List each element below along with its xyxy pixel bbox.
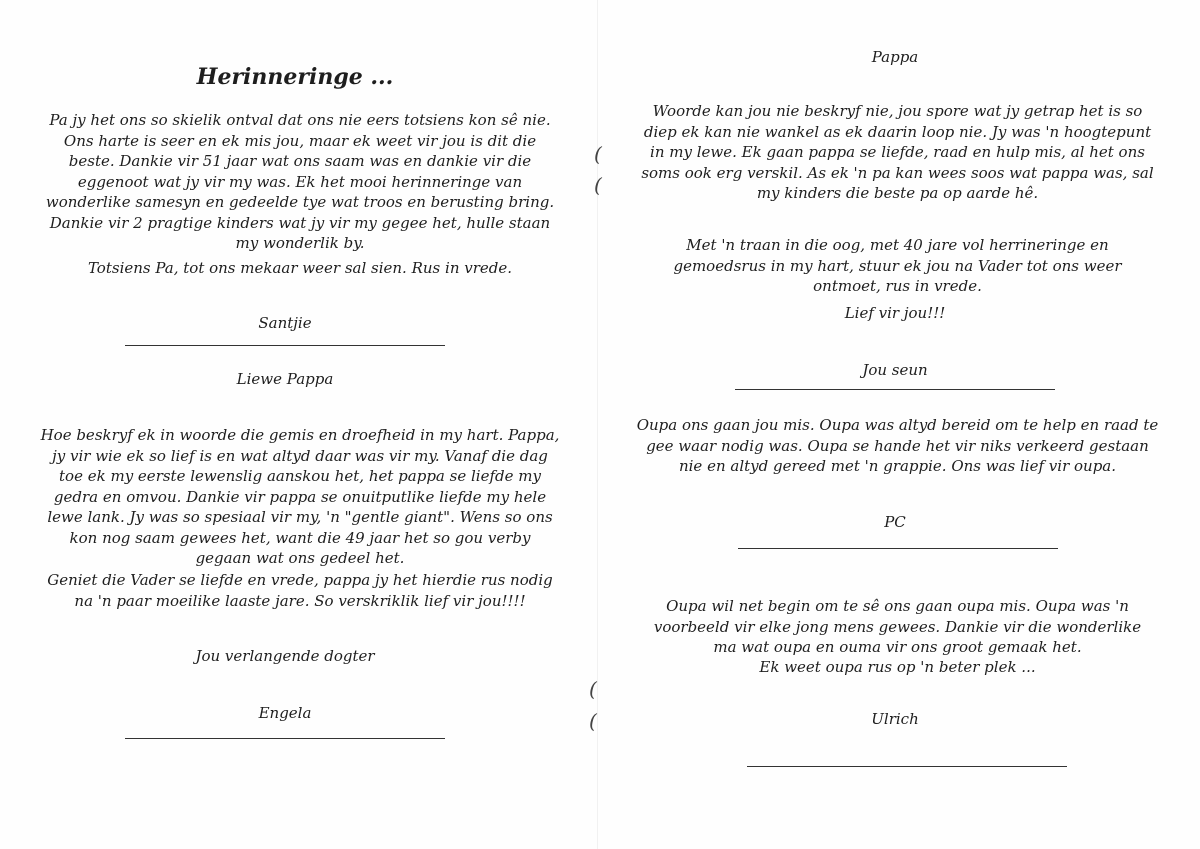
binding-mark: (: [594, 173, 602, 197]
signature-line: [125, 738, 445, 739]
binding-mark: (: [589, 709, 597, 733]
lief-vir-jou: Lief vir jou!!!: [844, 304, 946, 322]
page-fold: [597, 0, 598, 849]
binding-mark: (: [589, 677, 597, 701]
heading-liewe-pappa: Liewe Pappa: [236, 370, 334, 388]
pc-tribute-paragraph: Oupa ons gaan jou mis. Oupa was altyd bereid om te help en raad te gee waar nodig was. Oupa se hande het vir niks verkeerd gestaan nie en altyd gereed met 'n grappie. Ons was lief vir oupa.: [636, 416, 1159, 475]
seun-farewell-paragraph: Met 'n traan in die oog, met 40 jare vol herrineringe en gemoedsrus in my hart, stuur ek jou na Vader tot ons weer ontmoet, rus in vrede.: [673, 236, 1122, 295]
signature-ulrich: Ulrich: [871, 710, 919, 728]
engela-closing: Geniet die Vader se liefde en vrede, pappa jy het hierdie rus nodig na 'n paar moeilike laaste jare. So verskriklik lief vir jou!!!!: [47, 571, 553, 610]
signature-santjie: Santjie: [258, 314, 312, 332]
signature-line: [747, 766, 1067, 767]
heading-pappa: Pappa: [871, 48, 919, 66]
binding-mark: (: [594, 142, 602, 166]
signature-line: [738, 548, 1058, 549]
right-page: [605, 0, 1200, 849]
signature-engela: Engela: [258, 704, 312, 722]
signature-line: [125, 345, 445, 346]
santjie-tribute-paragraph: Pa jy het ons so skielik ontval dat ons nie eers totsiens kon sê nie. Ons harte is seer en ek mis jou, maar ek weet vir jou is dit die beste. Dankie vir 51 jaar wat ons saam was en dankie vir die eggenoot wat jy vir my was. Ek het mooi herinneringe van wonderlike samesyn en gedeelde tye wat troos en berusting bring. Dankie vir 2 pragtige kinders wat jy vir my gegee het, hulle staan my wonderlik by.: [45, 111, 555, 252]
engela-tribute-paragraph: Hoe beskryf ek in woorde die gemis en droefheid in my hart. Pappa, jy vir wie ek so lief is en wat altyd daar was vir my. Vanaf die dag toe ek my eerste lewenslig aanskou het, het pappa se liefde my gedra en omvou. Dankie vir pappa se onuitputlike liefde my hele lewe lank. Jy was so spesiaal vir my, 'n "gentle giant". Wens so ons kon nog saam gewees het, want die 49 jaar het so gou verby gegaan wat ons gedeel het.: [40, 426, 560, 567]
page-title: Herinneringe ...: [196, 64, 394, 90]
seun-tribute-paragraph: Woorde kan jou nie beskryf nie, jou spore wat jy getrap het is so diep ek kan nie wankel as ek daarin loop nie. Jy was 'n hoogtepunt in my lewe. Ek gaan pappa se liefde, raad en hulp mis, al het ons soms ook erg verskil. As ek 'n pa kan wees soos wat pappa was, sal my kinders die beste pa op aarde hê.: [641, 102, 1154, 202]
ulrich-closing: Ek weet oupa rus op 'n beter plek ...: [759, 658, 1036, 676]
santjie-farewell: Totsiens Pa, tot ons mekaar weer sal sien. Rus in vrede.: [87, 259, 513, 277]
ulrich-tribute-paragraph: Oupa wil net begin om te sê ons gaan oupa mis. Oupa was 'n voorbeeld vir elke jong mens gewees. Dankie vir die wonderlike ma wat oupa en ouma vir ons groot gemaak het.: [653, 597, 1142, 656]
relation-dogter: Jou verlangende dogter: [195, 647, 375, 665]
signature-jou-seun: Jou seun: [862, 361, 928, 379]
signature-line: [735, 389, 1055, 390]
signature-pc: PC: [884, 513, 906, 531]
left-page: [0, 0, 590, 849]
